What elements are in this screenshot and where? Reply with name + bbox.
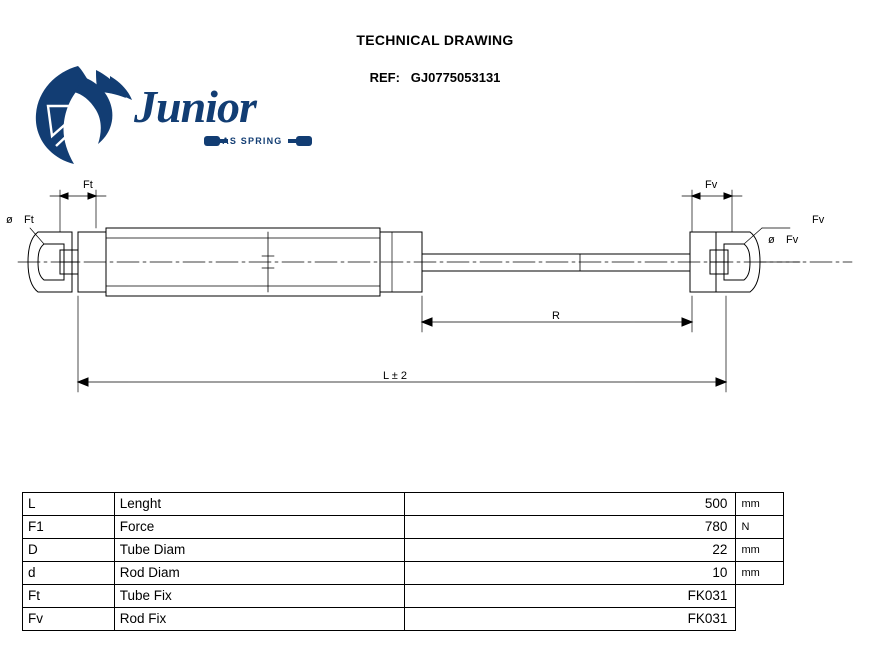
specification-table-body <box>23 493 784 631</box>
table-row <box>23 516 784 539</box>
row-code: Ft <box>23 585 115 608</box>
label-tube-fix-diameter-symbol: ø <box>6 214 13 226</box>
row-value: FK031 <box>404 608 736 631</box>
table-row <box>23 493 784 516</box>
label-overall-length: L ± 2 <box>383 370 407 382</box>
row-value: 22 <box>404 539 736 562</box>
row-name: Tube Diam <box>114 539 404 562</box>
label-rod-fix-top: Fv <box>705 179 718 191</box>
label-rod-fix-diameter-symbol: ø <box>768 234 775 246</box>
row-name: Rod Fix <box>114 608 404 631</box>
page-title: TECHNICAL DRAWING <box>356 32 514 48</box>
table-row <box>23 562 784 585</box>
row-code: L <box>23 493 115 516</box>
row-unit <box>736 585 784 608</box>
row-unit: N <box>736 516 784 539</box>
row-value: FK031 <box>404 585 736 608</box>
row-name: Tube Fix <box>114 585 404 608</box>
label-tube-fix-diameter: Ft <box>24 214 34 226</box>
row-value: 780 <box>404 516 736 539</box>
row-unit: mm <box>736 562 784 585</box>
row-code: Fv <box>23 608 115 631</box>
reference-value: GJ0775053131 <box>410 70 501 85</box>
junior-wing-logo-icon <box>26 62 136 172</box>
table-row <box>23 608 784 631</box>
row-name: Force <box>114 516 404 539</box>
gas-spring-technical-drawing <box>0 170 870 420</box>
brand-subtitle: GAS SPRING <box>214 136 283 146</box>
row-value: 500 <box>404 493 736 516</box>
row-unit <box>736 608 784 631</box>
specification-table <box>22 492 784 631</box>
label-rod-fix-diameter: Fv <box>786 234 799 246</box>
label-tube-fix-top: Ft <box>83 179 93 191</box>
row-name: Lenght <box>114 493 404 516</box>
row-unit: mm <box>736 539 784 562</box>
row-unit: mm <box>736 493 784 516</box>
row-code: D <box>23 539 115 562</box>
label-rod-fix-side: Fv <box>812 214 825 226</box>
reference-label: REF: <box>369 70 400 85</box>
label-stroke: R <box>552 310 560 322</box>
row-code: d <box>23 562 115 585</box>
row-code: F1 <box>23 516 115 539</box>
table-row <box>23 585 784 608</box>
brand-logo <box>26 62 316 172</box>
brand-wordmark: Junior <box>134 81 256 132</box>
table-row <box>23 539 784 562</box>
row-name: Rod Diam <box>114 562 404 585</box>
row-value: 10 <box>404 562 736 585</box>
